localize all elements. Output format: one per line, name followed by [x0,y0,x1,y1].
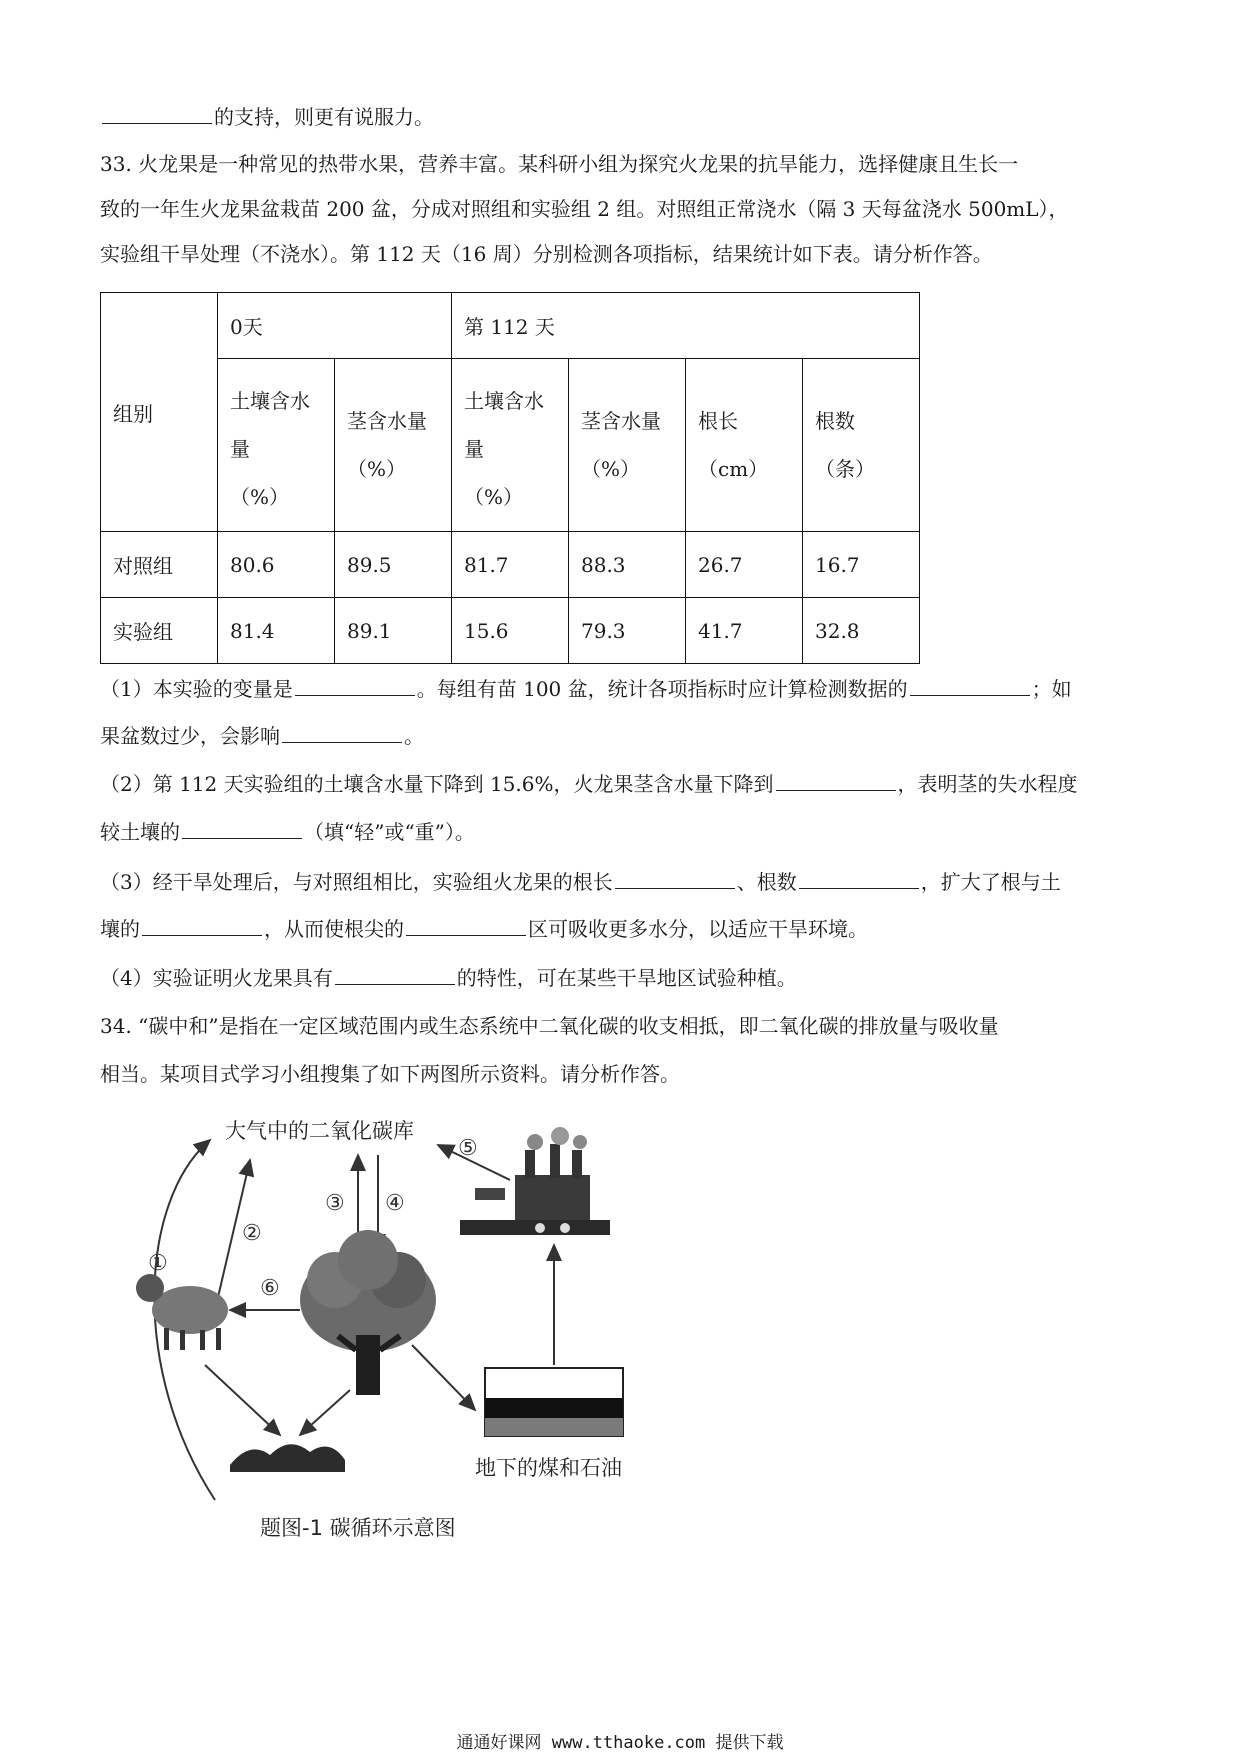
tree-icon [300,1230,436,1395]
marker-1: ① [148,1251,168,1276]
table-cell: 89.1 [335,598,452,664]
q33-line-3: 实验组干旱处理（不浇水）。第 112 天（16 周）分别检测各项指标，结果统计如下表。请分析作答。 [100,242,993,266]
carbon-cycle-diagram [120,1110,740,1590]
table-cell: 79.3 [569,598,686,664]
marker-4: ④ [385,1191,405,1216]
table-cell: 32.8 [803,598,920,664]
table-cell: 16.7 [803,532,920,598]
answer-blank[interactable] [295,675,415,696]
day0-header: 0天 [230,315,263,339]
q33-line-1: 33. 火龙果是一种常见的热带水果，营养丰富。某科研小组为探究火龙果的抗旱能力，选择健康且生长一 [100,152,1019,176]
answer-blank[interactable] [142,915,262,936]
coal-label: 地下的煤和石油 [475,1456,622,1480]
marker-2: ② [242,1221,262,1246]
answer-blank[interactable] [335,964,455,985]
answer-blank[interactable] [282,722,402,743]
answer-blank[interactable] [102,103,212,124]
table-cell: 81.4 [218,598,335,664]
results-table [100,292,920,664]
table-cell: 88.3 [569,532,686,598]
root-count-header: 根数 （条） [803,359,920,532]
q33-sub3-line-2: 壤的 ，从而使根尖的 区可吸收更多水分，以适应干旱环境。 [100,917,868,941]
q33-line-2: 致的一年生火龙果盆栽苗 200 盆，分成对照组和实验组 2 组。对照组正常浇水（隔 3 天每盆浇水 500mL）， [100,197,1069,221]
stem-water-day0-header: 茎含水量 （%） [335,359,452,532]
q33-sub1-line-2: 果盆数过少，会影响 。 [100,724,424,748]
q33-sub4-line: （4）实验证明火龙果具有 的特性，可在某些干旱地区试验种植。 [100,966,797,990]
answer-blank[interactable] [406,915,526,936]
arrow-tree-to-fossil [412,1345,475,1410]
sheep-icon [136,1274,228,1350]
q33-sub2-line-2: 较土壤的 （填“轻”或“重”）。 [100,820,475,844]
intro-line [100,103,434,131]
group-header: 组别 [113,401,153,426]
table-cell: 15.6 [452,598,569,664]
table-cell: 41.7 [686,598,803,664]
soil-water-day112-header: 土壤含水 量 （%） [452,359,569,532]
table-header-row-2 [101,359,920,532]
carbon-cycle-figure [120,1110,740,1590]
q34-line-2: 相当。某项目式学习小组搜集了如下两图所示资料。请分析作答。 [100,1062,680,1086]
group-header-cell [101,293,218,532]
table-cell: 89.5 [335,532,452,598]
q33-sub2-line-1: （2）第 112 天实验组的土壤含水量下降到 15.6%，火龙果茎含水量下降到 ，表明茎的失水程度 [100,772,1078,796]
day112-header-cell [452,293,920,359]
atmosphere-label: 大气中的二氧化碳库 [225,1119,414,1143]
marker-3: ③ [325,1191,345,1216]
table-cell: 80.6 [218,532,335,598]
soil-water-day0-header: 土壤含水 量 （%） [218,359,335,532]
answer-blank[interactable] [776,770,896,791]
arrow-sheep-to-soil [205,1365,280,1435]
answer-blank[interactable] [799,868,919,889]
table-cell: 81.7 [452,532,569,598]
day112-header: 第 112 天 [464,315,555,339]
answer-blank[interactable] [615,868,735,889]
intro-tail: 的支持，则更有说服力。 [214,105,434,129]
fossil-fuel-icon [485,1368,623,1436]
marker-5: ⑤ [458,1136,478,1161]
q34-line-1: 34. “碳中和”是指在一定区域范围内或生态系统中二氧化碳的收支相抵，即二氧化碳的排放量与吸收量 [100,1014,999,1038]
table-row [101,532,920,598]
row-label: 实验组 [101,598,218,664]
q33-sub1-line-1: （1）本实验的变量是 。每组有苗 100 盆，统计各项指标时应计算检测数据的 ；如 [100,677,1072,701]
table-cell: 26.7 [686,532,803,598]
footer: 通通好课网 www.tthaoke.com 提供下载 [456,1733,784,1753]
factory-icon [460,1127,610,1235]
decomposer-icon [230,1444,345,1472]
q33-sub3-line-1: （3）经干旱处理后，与对照组相比，实验组火龙果的根长 、根数 ，扩大了根与土 [100,870,1061,894]
answer-blank[interactable] [910,675,1030,696]
stem-water-day112-header: 茎含水量 （%） [569,359,686,532]
table-header-row-1 [101,293,920,359]
day0-header-cell [218,293,452,359]
marker-6: ⑥ [260,1276,280,1301]
figure-caption: 题图-1 碳循环示意图 [260,1516,456,1540]
root-length-header: 根长 （cm） [686,359,803,532]
answer-blank[interactable] [182,818,302,839]
row-label: 对照组 [101,532,218,598]
arrow-tree-to-soil [300,1390,350,1435]
table-row [101,598,920,664]
